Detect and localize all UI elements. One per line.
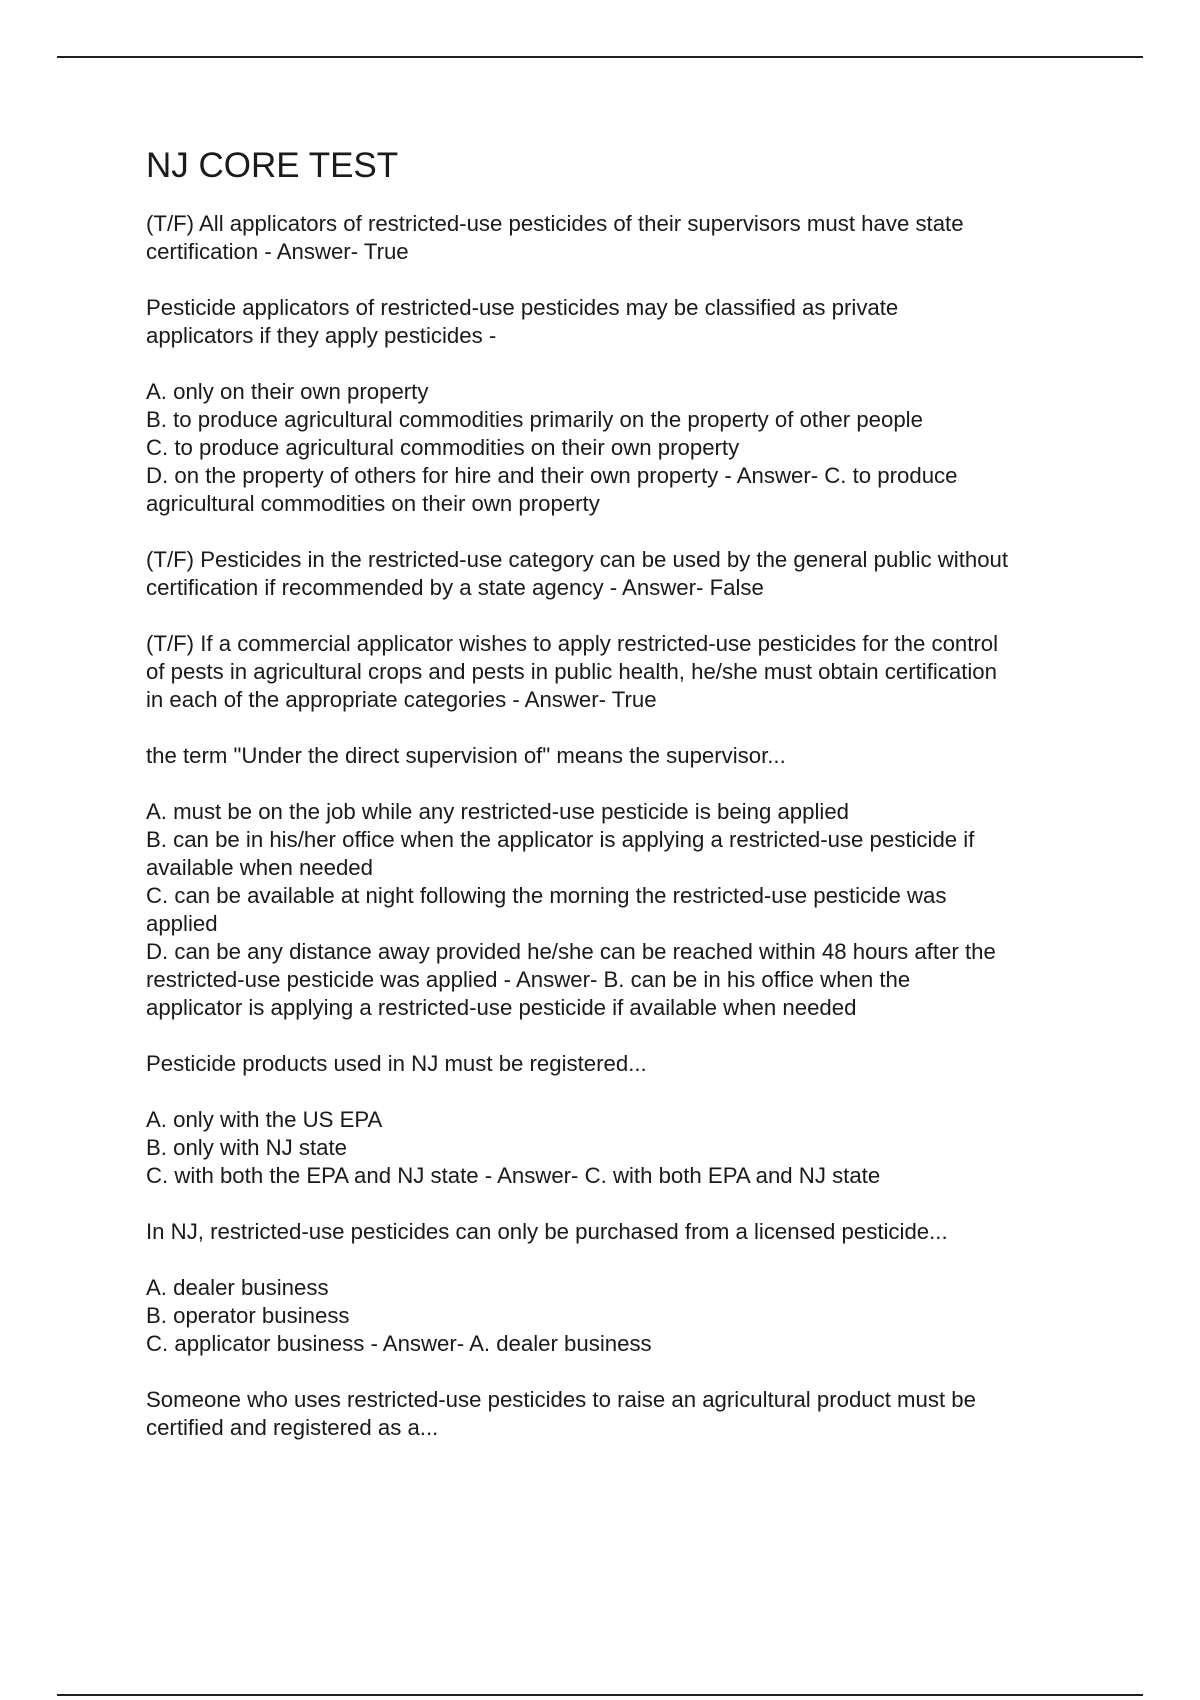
text-line: certified and registered as a... bbox=[146, 1415, 439, 1440]
text-line: D. can be any distance away provided he/she can be reached within 48 hours after the bbox=[146, 939, 996, 964]
text-line: C. applicator business - Answer- A. dealer business bbox=[146, 1331, 652, 1356]
text-line: B. can be in his/her office when the applicator is applying a restricted-use pesticide if bbox=[146, 827, 975, 852]
text-block bbox=[146, 1386, 1096, 1442]
text-line: restricted-use pesticide was applied - Answer- B. can be in his office when the bbox=[146, 967, 911, 992]
document-body bbox=[146, 142, 1096, 1470]
text-line: C. can be available at night following the morning the restricted-use pesticide was bbox=[146, 883, 947, 908]
text-block bbox=[146, 742, 1096, 770]
question-list bbox=[146, 210, 1096, 1442]
text-block bbox=[146, 1106, 1096, 1190]
text-block bbox=[146, 546, 1096, 602]
text-line: certification - Answer- True bbox=[146, 239, 409, 264]
text-line: certification if recommended by a state agency - Answer- False bbox=[146, 575, 764, 600]
text-line: B. operator business bbox=[146, 1303, 350, 1328]
page-title: NJ CORE TEST bbox=[146, 146, 399, 185]
text-block bbox=[146, 210, 1096, 266]
text-line: available when needed bbox=[146, 855, 373, 880]
text-block bbox=[146, 294, 1096, 350]
text-line: B. only with NJ state bbox=[146, 1135, 347, 1160]
text-line: Someone who uses restricted-use pesticides to raise an agricultural product must be bbox=[146, 1387, 976, 1412]
text-line: the term "Under the direct supervision of" means the supervisor... bbox=[146, 743, 786, 768]
text-line: (T/F) If a commercial applicator wishes to apply restricted-use pesticides for the control bbox=[146, 631, 999, 656]
text-line: applied bbox=[146, 911, 218, 936]
text-line: (T/F) All applicators of restricted-use pesticides of their supervisors must have state bbox=[146, 211, 964, 236]
text-block bbox=[146, 1050, 1096, 1078]
text-line: C. with both the EPA and NJ state - Answer- C. with both EPA and NJ state bbox=[146, 1163, 881, 1188]
text-line: A. only with the US EPA bbox=[146, 1107, 383, 1132]
text-line: C. to produce agricultural commodities on their own property bbox=[146, 435, 740, 460]
text-line: A. must be on the job while any restricted-use pesticide is being applied bbox=[146, 799, 850, 824]
text-block bbox=[146, 798, 1096, 1022]
text-line: agricultural commodities on their own property bbox=[146, 491, 600, 516]
footer-rule bbox=[57, 1694, 1143, 1696]
text-block bbox=[146, 630, 1096, 714]
header-rule bbox=[57, 56, 1143, 58]
text-block bbox=[146, 378, 1096, 518]
text-line: Pesticide products used in NJ must be registered... bbox=[146, 1051, 647, 1076]
text-line: applicators if they apply pesticides - bbox=[146, 323, 497, 348]
text-line: A. dealer business bbox=[146, 1275, 329, 1300]
text-line: B. to produce agricultural commodities primarily on the property of other people bbox=[146, 407, 923, 432]
text-line: D. on the property of others for hire and their own property - Answer- C. to produce bbox=[146, 463, 958, 488]
text-line: of pests in agricultural crops and pests in public health, he/she must obtain certification bbox=[146, 659, 997, 684]
text-line: Pesticide applicators of restricted-use pesticides may be classified as private bbox=[146, 295, 899, 320]
text-line: applicator is applying a restricted-use pesticide if available when needed bbox=[146, 995, 857, 1020]
text-block bbox=[146, 1218, 1096, 1246]
text-block bbox=[146, 1274, 1096, 1358]
text-line: In NJ, restricted-use pesticides can only be purchased from a licensed pesticide... bbox=[146, 1219, 948, 1244]
text-line: A. only on their own property bbox=[146, 379, 429, 404]
text-line: (T/F) Pesticides in the restricted-use category can be used by the general public without bbox=[146, 547, 1009, 572]
text-line: in each of the appropriate categories - Answer- True bbox=[146, 687, 657, 712]
